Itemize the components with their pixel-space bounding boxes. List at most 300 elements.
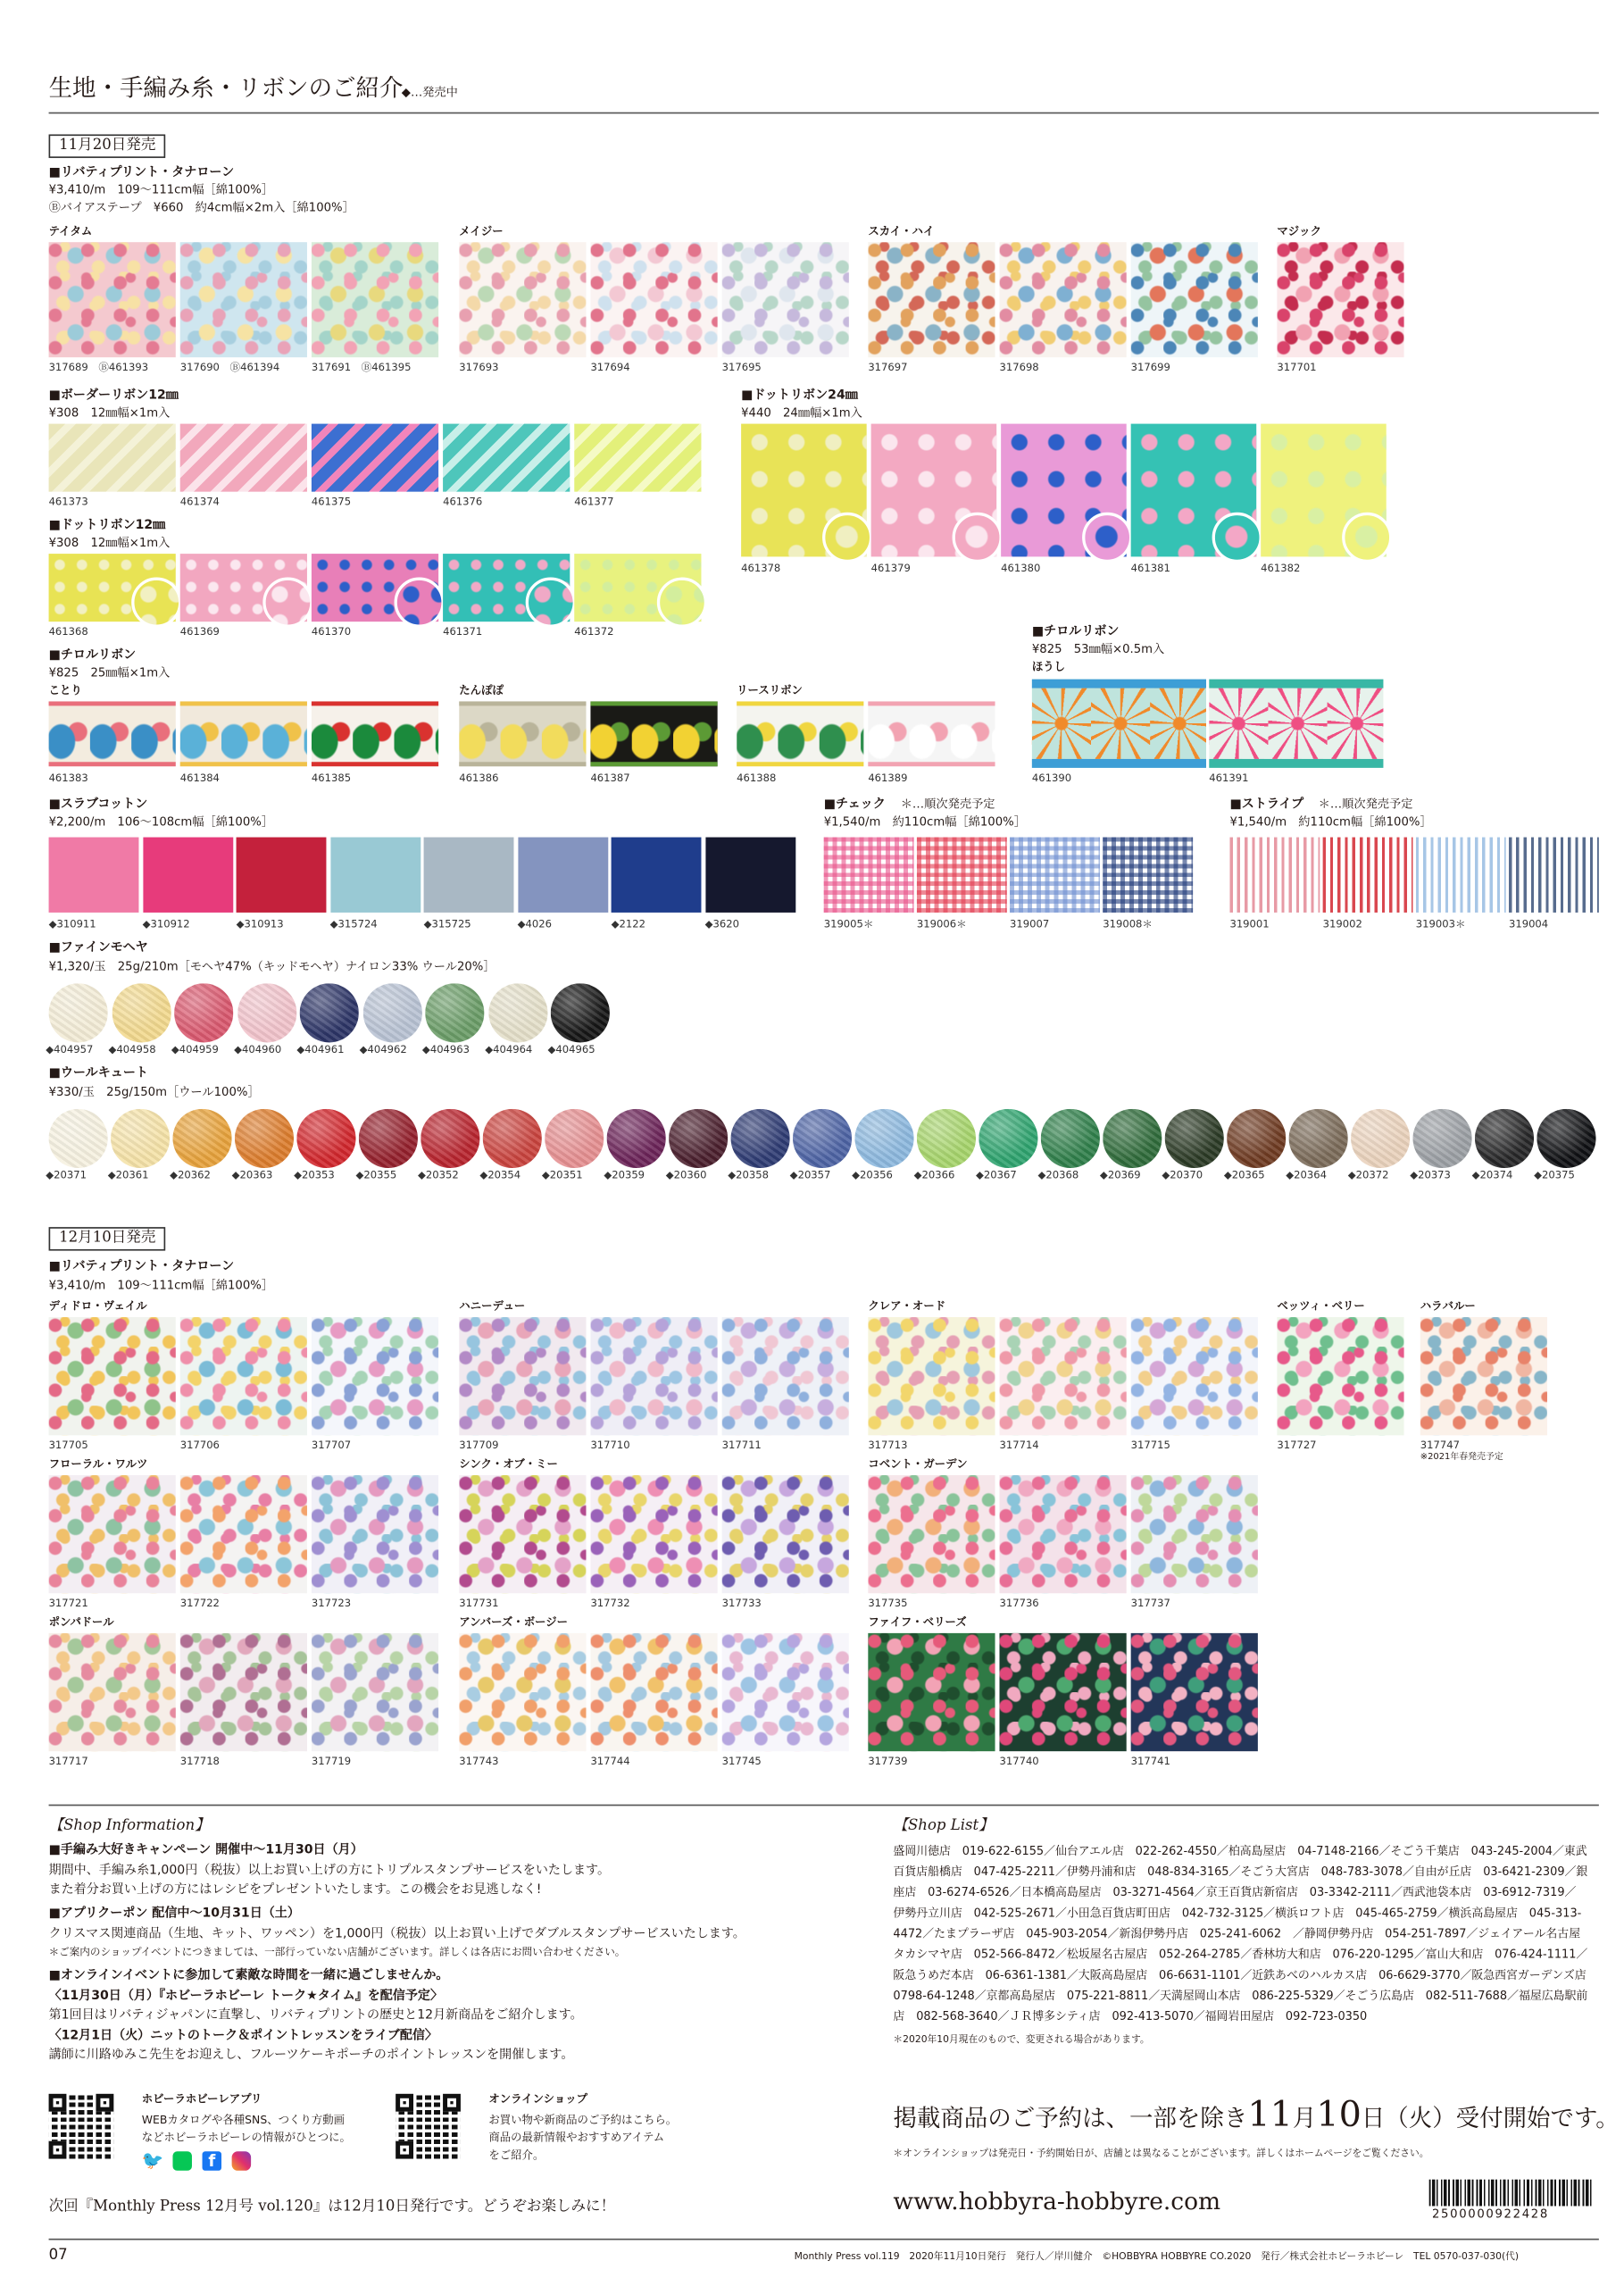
swatch-code: 317719 <box>311 1756 352 1768</box>
swatch-code: 319006＊ <box>916 918 967 930</box>
yarn-ball <box>607 1109 666 1168</box>
tyrol-name: たんぽぽ <box>459 683 504 697</box>
swatch-code: 461375 <box>311 496 352 508</box>
ribbon-swatch <box>1032 680 1206 768</box>
app-text: WEBカタログや各種SNS、つくり方動画 <box>141 2113 346 2127</box>
yarn-ball <box>1412 1109 1471 1168</box>
zoom-detail <box>131 578 181 628</box>
swatch-code: 317701 <box>1277 362 1317 374</box>
fabric-swatch <box>143 838 233 913</box>
yarn-code: ◆20356 <box>852 1169 893 1181</box>
pattern-name: シンク・オブ・ミー <box>459 1457 558 1471</box>
fabric-swatch <box>459 242 586 357</box>
yarn-code: ◆20354 <box>479 1169 521 1181</box>
ribbon-swatch <box>737 701 863 766</box>
pattern-name: ハニーデュー <box>459 1299 526 1314</box>
swatch-code: 317736 <box>999 1598 1039 1610</box>
twitter-icon[interactable]: 🐦 <box>141 2149 164 2171</box>
yarn-code: ◆20366 <box>913 1169 955 1181</box>
swatch-code: 317706 <box>179 1439 220 1452</box>
swatch-code: 317699 <box>1130 362 1170 374</box>
fabric-swatch <box>1509 838 1599 913</box>
swatch-code: 317745 <box>721 1756 762 1768</box>
yarn-ball <box>421 1109 479 1168</box>
yarn-code: ◆20368 <box>1037 1169 1079 1181</box>
ribbon-swatch <box>1209 680 1383 768</box>
swatch-code: 461370 <box>311 626 352 638</box>
app-qr-code[interactable] <box>49 2094 114 2159</box>
campaign-title: ■手編み大好きキャンペーン 開催中～11月30日（月） <box>48 1842 363 1858</box>
yarn-ball <box>300 983 359 1042</box>
fabric-swatch <box>722 1317 849 1435</box>
swatch-code: 461390 <box>1031 772 1072 785</box>
swatch-code: 317690 Ⓑ461394 <box>179 362 280 374</box>
fabric-swatch <box>1229 838 1320 913</box>
swatch-code: 461386 <box>459 772 499 785</box>
yarn-code: ◆20362 <box>170 1169 211 1181</box>
swatch-code: 317697 <box>868 362 908 374</box>
spring-release-note: ※2021年春発売予定 <box>1420 1451 1503 1463</box>
slub-title: ■スラブコットン <box>48 797 148 813</box>
swatch-code: 461377 <box>574 496 614 508</box>
zoom-detail <box>953 513 1003 563</box>
fabric-swatch <box>917 838 1007 913</box>
yarn-code: ◆404960 <box>234 1044 282 1056</box>
ribbon-swatch <box>180 701 307 766</box>
yarn-ball <box>1475 1109 1534 1168</box>
fabric-swatch <box>612 838 702 913</box>
reservation-note: ＊オンラインショップは発売日・予約開始日が、店舗とは異なることがございます。詳しくはホームページをご覧ください。 <box>893 2147 1429 2159</box>
zoom-detail <box>1342 513 1392 563</box>
dot12-title: ■ドットリボン12㎜ <box>48 518 166 533</box>
yarn-ball <box>854 1109 913 1168</box>
yarn-ball <box>551 983 610 1042</box>
yarn-code: ◆404961 <box>296 1044 345 1056</box>
dot24-price: ¥440 24㎜幅×1m入 <box>741 405 862 420</box>
swatch-code: ◆315724 <box>329 918 378 930</box>
app-title: ホビーラホビーレアプリ <box>141 2092 262 2107</box>
shop-list-line: 0798-64-1248／京都高島屋店 075-221-8811／天満屋岡山本店 086-225-5329／そごう広島店 082-511-7688／福屋広島駅前 <box>893 1989 1588 2003</box>
swatch-code: 319008＊ <box>1103 918 1153 930</box>
slub-price: ¥2,200/m 106～108cm幅［綿100%］ <box>48 814 274 829</box>
yarn-code: ◆20374 <box>1471 1169 1513 1181</box>
stripe-note: ＊…順次発売予定 <box>1318 797 1413 811</box>
pattern-name: コベント・ガーデン <box>868 1457 968 1471</box>
pattern-name: マジック <box>1277 224 1321 238</box>
swatch-code: 317744 <box>590 1756 630 1768</box>
ribbon-swatch <box>459 701 586 766</box>
fabric-swatch <box>49 1475 176 1593</box>
swatch-code: 317711 <box>721 1439 762 1452</box>
swatch-code: 317714 <box>999 1439 1039 1452</box>
swatch-code: 461369 <box>179 626 220 638</box>
coupon-note: ＊ご案内のショップイベントにつきましては、一部行っていない店舗がございます。詳しくは各店にお問い合わせください。 <box>48 1946 626 1958</box>
legend-note: ◆…発売中 <box>401 85 458 99</box>
fabric-swatch <box>868 242 995 357</box>
swatch-code: 317691 Ⓑ461395 <box>311 362 412 374</box>
shop-list-line: 阪急うめだ本店 06-6361-1381／大阪高島屋店 06-6631-1101／近鉄あべのハルカス店 06-6629-3770／阪急西宮ガーデンズ店 <box>893 1968 1587 1982</box>
fabric-swatch <box>1323 838 1413 913</box>
swatch-code: 317743 <box>459 1756 499 1768</box>
fabric-swatch <box>312 1317 438 1435</box>
shop-list-heading: 【Shop List】 <box>893 1817 994 1834</box>
reservation-notice <box>893 2093 1620 2136</box>
online-shop-title: オンラインショップ <box>488 2092 588 2107</box>
swatch-code: 317735 <box>868 1598 908 1610</box>
yarn-ball <box>111 1109 170 1168</box>
pattern-name: ベッツィ・ベリー <box>1277 1299 1365 1314</box>
dot24-title: ■ドットリボン24㎜ <box>741 388 858 404</box>
zoom-detail <box>822 513 872 563</box>
swatch-code: 461371 <box>443 626 483 638</box>
swatch-code: 319002 <box>1322 918 1362 930</box>
yarn-ball <box>1165 1109 1224 1168</box>
swatch-code: ◆310911 <box>48 918 96 930</box>
border-ribbon-price: ¥308 12㎜幅×1m入 <box>48 405 171 420</box>
instagram-icon[interactable] <box>232 2151 251 2170</box>
swatch-code: 317737 <box>1130 1598 1170 1610</box>
yarn-code: ◆20364 <box>1286 1169 1328 1181</box>
yarn-ball <box>237 983 296 1042</box>
pattern-name: ディドロ・ヴェイル <box>48 1299 147 1314</box>
swatch-code: 317733 <box>721 1598 762 1610</box>
fabric-swatch <box>590 1317 717 1435</box>
online-event-line: 〈12月1日（火）ニットのトーク＆ポイントレッスンをライブ配信〉 <box>48 2029 437 2044</box>
dec-liberty-title: ■リバティプリント・タナローン <box>48 1259 235 1275</box>
line-icon[interactable] <box>172 2151 191 2170</box>
yarn-ball <box>49 983 108 1042</box>
mohair-price: ¥1,320/玉 25g/210m［モヘヤ47%（キッドモヘヤ）ナイロン33% ウール20%］ <box>48 959 496 973</box>
swatch-code: 461376 <box>443 496 483 508</box>
dot12-price: ¥308 12㎜幅×1m入 <box>48 536 171 550</box>
swatch-code: 461383 <box>48 772 88 785</box>
yarn-code: ◆20367 <box>976 1169 1017 1181</box>
reservation-day-text: 日（火）受付開始です。 <box>1361 2104 1620 2132</box>
yarn-code: ◆20371 <box>46 1169 87 1181</box>
fabric-swatch <box>705 838 795 913</box>
yarn-code: ◆20375 <box>1534 1169 1575 1181</box>
reservation-text: 掲載商品のご予約は、一部を除き <box>893 2104 1248 2132</box>
swatch-code: 317705 <box>48 1439 88 1452</box>
liberty-price: ¥3,410/m 109～111cm幅［綿100%］ <box>48 183 274 196</box>
zoom-detail <box>657 578 707 628</box>
swatch-code: 317740 <box>999 1756 1039 1768</box>
pattern-name: スカイ・ハイ <box>868 224 935 238</box>
yarn-code: ◆20369 <box>1099 1169 1141 1181</box>
pattern-name: クレア・オード <box>868 1299 946 1314</box>
fabric-swatch <box>1277 242 1403 357</box>
yarn-code: ◆20361 <box>107 1169 149 1181</box>
swatch-code: 461381 <box>1130 563 1170 575</box>
swatch-code: ◆310913 <box>236 918 284 930</box>
reservation-day: 10 <box>1316 2093 1362 2136</box>
website-url[interactable]: www.hobbyra-hobbyre.com <box>893 2186 1221 2215</box>
swatch-code: 461385 <box>311 772 352 785</box>
online-event-title: ■オンラインイベントに参加して素敵な時間を一緒に過ごしませんか。 <box>48 1968 449 1983</box>
online-shop-text: お買い物や新商品のご予約はこちら。 <box>488 2113 678 2127</box>
yarn-ball <box>359 1109 418 1168</box>
fabric-swatch <box>999 1317 1126 1435</box>
fabric-swatch <box>722 242 849 357</box>
ribbon-swatch <box>49 424 176 492</box>
online-shop-text: をご紹介。 <box>488 2148 545 2162</box>
yarn-ball <box>731 1109 790 1168</box>
swatch-code: 317727 <box>1277 1439 1317 1452</box>
yarn-ball <box>917 1109 976 1168</box>
shop-list-line: 4472／たまプラーザ店 045-903-2054／新潟伊勢丹店 025-241-6062 ／静岡伊勢丹店 054-251-7897／ジェイアール名古屋 <box>893 1926 1581 1940</box>
dec-liberty-price: ¥3,410/m 109～111cm幅［綿100%］ <box>48 1279 274 1292</box>
swatch-code: 317713 <box>868 1439 908 1452</box>
yarn-code: ◆20359 <box>604 1169 645 1181</box>
yarn-ball <box>979 1109 1037 1168</box>
campaign-text: 期間中、手編み糸1,000円（税抜）以上お買い上げの方にトリプルスタンプサービスをいたします。 <box>48 1863 611 1879</box>
yarn-code: ◆20370 <box>1162 1169 1203 1181</box>
fabric-swatch <box>49 242 176 357</box>
yarn-code: ◆20363 <box>231 1169 273 1181</box>
ribbon-swatch <box>574 424 701 492</box>
swatch-code: 461391 <box>1209 772 1249 785</box>
pattern-name: ファイフ・ベリーズ <box>868 1615 967 1629</box>
wool-title: ■ウールキュート <box>48 1065 148 1081</box>
yarn-ball <box>1537 1109 1595 1168</box>
yarn-ball <box>1289 1109 1348 1168</box>
swatch-code: 317709 <box>459 1439 499 1452</box>
ribbon-swatch <box>868 701 995 766</box>
fabric-swatch <box>180 242 307 357</box>
yarn-code: ◆20357 <box>789 1169 831 1181</box>
swatch-code: ◆310912 <box>142 918 190 930</box>
fabric-swatch <box>868 1475 995 1593</box>
fabric-swatch <box>722 1475 849 1593</box>
yarn-code: ◆20358 <box>728 1169 769 1181</box>
fabric-swatch <box>180 1475 307 1593</box>
reservation-month-unit: 月 <box>1292 2104 1317 2132</box>
pattern-name: ポンパドール <box>48 1615 114 1629</box>
fabric-swatch <box>312 1475 438 1593</box>
fabric-swatch <box>518 838 608 913</box>
yarn-ball <box>362 983 421 1042</box>
swatch-code: 461387 <box>590 772 630 785</box>
fabric-swatch <box>1103 838 1193 913</box>
yarn-ball <box>235 1109 294 1168</box>
online-shop-text: 商品の最新情報やおすすめアイテム <box>488 2131 665 2145</box>
ribbon-swatch <box>312 701 438 766</box>
coupon-title: ■アプリクーポン 配信中～10月31日（土） <box>48 1906 300 1922</box>
barcode <box>1429 2180 1592 2207</box>
yarn-ball <box>488 983 547 1042</box>
check-price: ¥1,540/m 約110cm幅［綿100%］ <box>823 814 1026 829</box>
shop-list-line: 伊勢丹立川店 042-525-2671／小田急百貨店町田店 042-732-3125／横浜ロフト店 045-465-2759／横浜高島屋店 045-313- <box>893 1906 1582 1920</box>
swatch-code: 317722 <box>179 1598 220 1610</box>
ribbon-swatch <box>180 424 307 492</box>
swatch-code: 319005＊ <box>823 918 874 930</box>
fabric-swatch <box>999 1475 1126 1593</box>
swatch-code: 461368 <box>48 626 88 638</box>
zoom-detail <box>262 578 312 628</box>
fabric-swatch <box>330 838 421 913</box>
fabric-swatch <box>1420 1317 1547 1435</box>
ribbon-swatch <box>312 424 438 492</box>
swatch-code: 317689 Ⓑ461393 <box>48 362 149 374</box>
swatch-code: 461389 <box>868 772 908 785</box>
yarn-ball <box>174 983 233 1042</box>
ribbon-swatch <box>49 701 176 766</box>
swatch-code: 461372 <box>574 626 614 638</box>
swatch-code: 317747 <box>1420 1439 1460 1452</box>
campaign-text: また着分お買い上げの方にはレシピをプレゼントいたします。この機会をお見逃しなく! <box>48 1882 542 1898</box>
swatch-code: 317718 <box>179 1756 220 1768</box>
yarn-ball <box>669 1109 728 1168</box>
pattern-name: メイジー <box>459 224 504 238</box>
shop-info-heading: 【Shop Information】 <box>48 1817 210 1834</box>
barcode-number: 2500000922428 <box>1431 2207 1549 2222</box>
shop-list-line: 座店 03-6274-6526／日本橋高島屋店 03-3271-4564／京王百貨店新宿店 03-3342-2111／西武池袋本店 03-6912-7319／ <box>893 1885 1577 1899</box>
footer-rule <box>49 2239 1599 2240</box>
swatch-code: 317710 <box>590 1439 630 1452</box>
online-event-line: 〈11月30日（月）『ホビーラホビーレ トーク★タイム』を配信予定〉 <box>48 1989 444 2004</box>
fabric-swatch <box>459 1633 586 1751</box>
fabric-swatch <box>999 242 1126 357</box>
pattern-name: テイタム <box>48 224 93 238</box>
yarn-code: ◆404958 <box>108 1044 156 1056</box>
swatch-code: 317732 <box>590 1598 630 1610</box>
check-title: ■チェック <box>823 797 886 813</box>
yarn-code: ◆404963 <box>421 1044 471 1056</box>
swatch-code: 317695 <box>721 362 762 374</box>
fabric-swatch <box>1416 838 1506 913</box>
yarn-ball <box>296 1109 355 1168</box>
swatch-code: 461378 <box>741 563 781 575</box>
swatch-code: 317698 <box>999 362 1039 374</box>
swatch-code: 461374 <box>179 496 220 508</box>
fabric-swatch <box>1277 1317 1403 1435</box>
tyrol-name: リースリボン <box>737 683 803 697</box>
yarn-ball <box>1351 1109 1410 1168</box>
fabric-swatch <box>180 1633 307 1751</box>
swatch-code: 461373 <box>48 496 88 508</box>
fabric-swatch <box>180 1317 307 1435</box>
pattern-name: ハラバルー <box>1420 1299 1476 1314</box>
swatch-code: 317693 <box>459 362 499 374</box>
reservation-month: 11 <box>1247 2093 1293 2136</box>
fabric-swatch <box>590 242 717 357</box>
yarn-code: ◆404957 <box>46 1044 94 1056</box>
shop-list-note: ＊2020年10月現在のもので、変更される場合があります。 <box>893 2033 1150 2046</box>
swatch-code: 317715 <box>1130 1439 1170 1452</box>
swatch-code: 319003＊ <box>1415 918 1466 930</box>
swatch-code: 317707 <box>311 1439 352 1452</box>
yarn-ball <box>1041 1109 1100 1168</box>
zoom-detail <box>1212 513 1262 563</box>
swatch-code: ◆315725 <box>423 918 471 930</box>
swatch-code: ◆2122 <box>611 918 645 930</box>
shop-list-line: タカシマヤ店 052-566-8472／松坂屋名古屋店 052-264-2785／香林坊大和店 076-220-1295／富山大和店 076-424-1111／ <box>893 1948 1588 1961</box>
yarn-ball <box>1227 1109 1286 1168</box>
tyrol53-price: ¥825 53㎜幅×0.5m入 <box>1031 642 1165 656</box>
yarn-code: ◆20351 <box>541 1169 583 1181</box>
yarn-code: ◆20353 <box>294 1169 335 1181</box>
release-band-dec: 12月10日発売 <box>49 1227 166 1250</box>
section-rule <box>49 1805 1599 1806</box>
fabric-swatch <box>1131 1475 1258 1593</box>
coupon-text: クリスマス関連商品（生地、キット、ワッペン）を1,000円（税抜）以上お買い上げでダブルスタンプサービスいたします。 <box>48 1926 745 1942</box>
yarn-code: ◆20360 <box>665 1169 707 1181</box>
fabric-swatch <box>1010 838 1100 913</box>
fabric-swatch <box>49 838 139 913</box>
yarn-code: ◆20352 <box>417 1169 459 1181</box>
online-event-line: 講師に川路ゆみこ先生をお迎えし、フルーツケーキポーチのポイントレッスンを開催します。 <box>48 2048 574 2064</box>
yarn-ball <box>112 983 171 1042</box>
next-issue-note: 次回『Monthly Press 12月号 vol.120』は12月10日発行です。どうぞお楽しみに！ <box>48 2198 616 2215</box>
ribbon-swatch <box>590 701 717 766</box>
yarn-ball <box>545 1109 604 1168</box>
swatch-code: 317717 <box>48 1756 88 1768</box>
yarn-code: ◆20355 <box>355 1169 397 1181</box>
swatch-code: 319001 <box>1229 918 1270 930</box>
swatch-code: ◆3620 <box>704 918 739 930</box>
swatch-code: 461382 <box>1261 563 1301 575</box>
fabric-swatch <box>49 1633 176 1751</box>
shop-list-line: 盛岡川徳店 019-622-6155／仙台アエル店 022-262-4550／柏高島屋店 04-7148-2166／そごう千葉店 043-245-2004／東武 <box>893 1844 1587 1858</box>
swatch-code: 317723 <box>311 1598 352 1610</box>
yarn-code: ◆404959 <box>171 1044 219 1056</box>
fabric-swatch <box>237 838 327 913</box>
fabric-swatch <box>999 1633 1126 1751</box>
border-ribbon-title: ■ボーダーリボン12㎜ <box>48 388 179 404</box>
wool-price: ¥330/玉 25g/150m［ウール100%］ <box>48 1085 260 1099</box>
yarn-code: ◆20365 <box>1223 1169 1265 1181</box>
ribbon-swatch <box>443 424 570 492</box>
swatch-code: ◆4026 <box>517 918 552 930</box>
pattern-name: アンバーズ・ボージー <box>459 1615 569 1629</box>
mohair-title: ■ファインモヘヤ <box>48 940 148 955</box>
swatch-code: 461379 <box>870 563 911 575</box>
stripe-title: ■ストライプ <box>1229 797 1304 813</box>
fabric-swatch <box>722 1633 849 1751</box>
swatch-code: 461380 <box>1001 563 1041 575</box>
stripe-price: ¥1,540/m 約110cm幅［綿100%］ <box>1229 814 1432 829</box>
header-rule <box>49 113 1599 114</box>
yarn-ball <box>425 983 484 1042</box>
pattern-name: フローラル・ワルツ <box>48 1457 148 1471</box>
fabric-swatch <box>459 1475 586 1593</box>
tyrol53-title: ■チロルリボン <box>1031 624 1120 640</box>
liberty-title: ■リバティプリント・タナローン <box>48 165 235 180</box>
page-title: 生地・手編み糸・リボンのご紹介 <box>48 73 404 103</box>
bias-tape-price: Ⓑバイアステープ ¥660 約4cm幅×2m入［綿100%］ <box>48 200 354 214</box>
swatch-code: 317731 <box>459 1598 499 1610</box>
swatch-code: 317739 <box>868 1756 908 1768</box>
swatch-code: 461388 <box>737 772 777 785</box>
yarn-code: ◆404962 <box>359 1044 407 1056</box>
tyrol-name: ことり <box>48 683 82 697</box>
tyrol53-name: ほうし <box>1031 660 1066 674</box>
fabric-swatch <box>1131 1633 1258 1751</box>
app-text: などホビーラホビーレの情報がひとつに。 <box>141 2131 351 2145</box>
fabric-swatch <box>590 1633 717 1751</box>
yarn-code: ◆20372 <box>1347 1169 1389 1181</box>
swatch-code: 317721 <box>48 1598 88 1610</box>
swatch-code: 317741 <box>1130 1756 1170 1768</box>
yarn-ball <box>483 1109 542 1168</box>
yarn-ball <box>49 1109 108 1168</box>
facebook-icon[interactable]: f <box>203 2151 221 2170</box>
fabric-swatch <box>1131 1317 1258 1435</box>
shop-qr-code[interactable] <box>396 2094 461 2159</box>
swatch-code: 317694 <box>590 362 630 374</box>
fabric-swatch <box>590 1475 717 1593</box>
release-band-nov: 11月20日発売 <box>49 134 166 157</box>
